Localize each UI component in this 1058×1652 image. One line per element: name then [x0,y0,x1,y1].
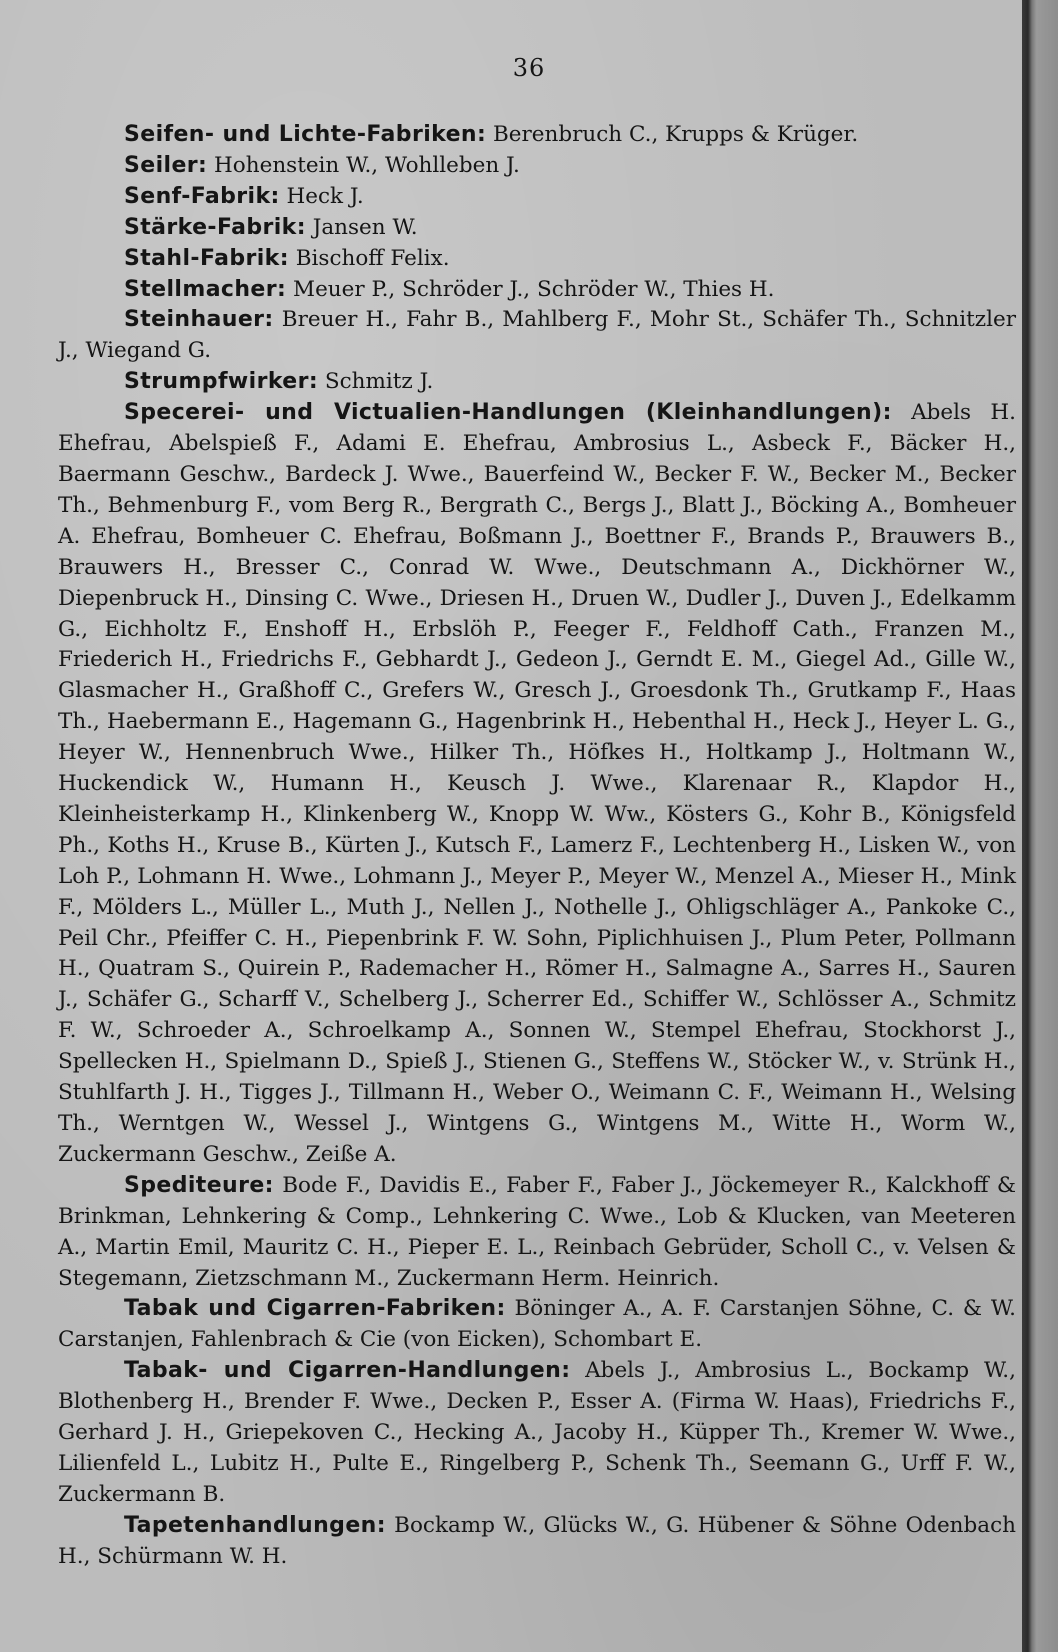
directory-entry [58,1511,1016,1573]
directory-entry [58,398,1016,1171]
entry-heading: Stahl-Fabrik: [124,245,289,271]
entry-text: Bischoff Felix. [288,245,450,271]
entry-heading: Stellmacher: [124,276,287,302]
entry-heading: Senf-Fabrik: [124,183,280,209]
entry-heading: Seifen- und Lichte-Fabriken: [124,122,487,147]
entry-text: Hohenstein W., Wohlleben J. [207,152,520,178]
entry-heading: Tabak und Cigarren-Fabriken: [124,1296,506,1322]
entry-text: Abels H. Ehefrau, Abelspieß F., Adami E. Ehefrau, Ambrosius L., Asbeck F., Bäcker H., Baermann Geschw., Bardeck J. Wwe., Bauerfeind W., Becker F. W., Becker M., Becker Th., Behmenburg F., vom Berg R., Bergrath C., Bergs J., Blatt J., Böcking A., Bomheuer A. Ehefrau, Bomheuer C. Ehefrau, Boßmann J., Boettner F., Brands P., Brauwers B., Brauwers H., Bresser C., Conrad W. Wwe., Deutschmann A., Dickhörner W., Diepenbruck H., Dinsing C. Wwe., Driesen H., Druen W., Dudler J., Duven J., Edelkamm G., Eichholtz F., Enshoff H., Erbslöh P., Feeger F., Feldhoff Cath., Franzen M., Friederich H., Friedrichs F., Gebhardt J., Gedeon J., Gerndt E. M., Giegel Ad., Gille W., Glasmacher H., Graßhoff C., Grefers W., Gresch J., Groesdonk Th., Grutkamp F., Haas Th., Haebermann E., Hagemann G., Hagenbrink H., Hebenthal H., Heck J., Heyer L. G., Heyer W., Hennenbruch Wwe., Hilker Th., Höfkes H., Holtkamp J., Holtmann W., Huckendick W., Humann H., Keusch J. Wwe., Klarenaar R., Klapdor H., Kleinheisterkamp H., Klinkenberg W., Knopp W. Ww., Kösters G., Kohr B., Königsfeld Ph., Koths H., Kruse B., Kürten J., Kutsch F., Lamerz F., Lechtenberg H., Lisken W., von Loh P., Lohmann H. Wwe., Lohmann J., Meyer P., Meyer W., Menzel A., Mieser H., Mink F., Mölders L., Müller L., Muth J., Nellen J., Nothelle J., Ohligschläger A., Pankoke C., Peil Chr., Pfeiffer C. H., Piepenbrink F. W. Sohn, Piplichhuisen J., Plum Peter, Pollmann H., Quatram S., Quirein P., Rademacher H., Römer H., Salmagne A., Sarres H., Sauren J., Schäfer G., Scharff V., Schelberg J., Scherrer Ed., Schiffer W., Schlösser A., Schmitz F. W., Schroeder A., Schroelkamp A., Sonnen W., Stempel Ehefrau, Stockhorst J., Spellecken H., Spielmann D., Spieß J., Stienen G., Steffens W., Stöcker W., v. Strünk H., Stuhlfarth J. H., Tigges J., Tillmann H., Weber O., Weimann C. F., Weimann H., Welsing Th., Werntgen W., Wessel J., Wintgens G., Wintgens M., Witte H., Worm W., Zuckermann Geschw., Zeiße A. [58,400,1016,1167]
entry-text: Schmitz J. [318,369,434,395]
entry-heading: Strumpfwirker: [124,369,319,395]
entry-text: Bode F., Davidis E., Faber F., Faber J., Jöckemeyer R., Kalckhoff & Brinkman, Lehnkering & Comp., Lehnkering C. Wwe., Lob & Klucken, van Meeteren A., Martin Emil, Mauritz C. H., Pieper E. L., Reinbach Gebrüder, Scholl C., v. Velsen & Stegemann, Zietzschmann M., Zuckermann Herm. Heinrich. [58,1172,1016,1291]
entry-heading: Steinhauer: [124,307,274,333]
entry-heading: Spediteure: [124,1172,274,1198]
directory-entry [58,305,1016,367]
entry-text: Berenbruch C., Krupps & Krüger. [486,122,859,147]
entry-text: Böninger A., A. F. Carstanjen Söhne, C. & W. Carstanjen, Fahlenbrach & Cie (von Eicken), Schombart E. [58,1296,1017,1353]
directory-listing [58,120,1016,1573]
entry-heading: Stärke-Fabrik: [124,214,306,240]
entry-text: Breuer H., Fahr B., Mahlberg F., Mohr St., Schäfer Th., Schnitzler J., Wiegand G. [58,307,1016,364]
directory-entry [58,1356,1016,1511]
directory-entry [58,1171,1016,1295]
directory-entry [58,213,1016,244]
entry-text: Jansen W. [305,214,418,240]
entry-heading: Seiler: [124,152,208,178]
directory-entry [58,244,1016,275]
entry-text: Bockamp W., Glücks W., G. Hübener & Söhne Odenbach H., Schürmann W. H. [58,1512,1016,1569]
directory-entry [58,275,1016,306]
entry-heading: Tabak- und Cigarren-Handlungen: [124,1358,571,1384]
entry-heading: Specerei- und Victualien-Handlungen (Kleinhandlungen): [124,400,892,426]
entry-heading: Tapetenhandlungen: [124,1512,386,1538]
entry-text: Heck J. [279,183,364,209]
directory-entry [58,367,1016,398]
directory-entry [58,182,1016,213]
page-number: 36 [512,54,546,82]
page-binding-edge [1022,0,1058,1652]
entry-text: Abels J., Ambrosius L., Bockamp W., Blothenberg H., Brender F. Wwe., Decken P., Esser A. (Firma W. Haas), Friedrichs F., Gerhard J. H., Griepekoven C., Hecking A., Jacoby H., Küpper Th., Kremer W. Wwe., Lilienfeld L., Lubitz H., Pulte E., Ringelberg P., Schenk Th., Seemann G., Urff F. W., Zuckermann B. [58,1358,1016,1507]
directory-entry [58,120,1016,151]
directory-entry [58,1294,1016,1356]
directory-entry [58,151,1016,182]
entry-text: Meuer P., Schröder J., Schröder W., Thies H. [286,276,775,302]
